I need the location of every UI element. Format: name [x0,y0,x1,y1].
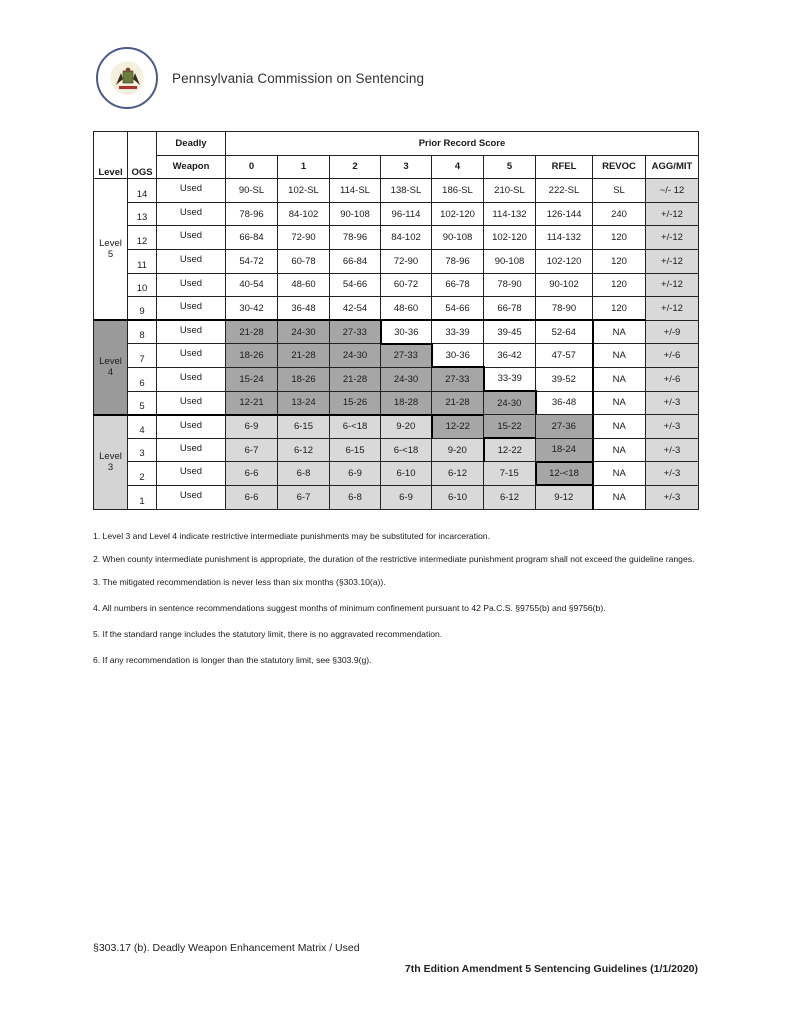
ogs-cell: 1 [128,485,157,509]
agg-mit-cell: +/-3 [646,391,699,415]
rfel-cell: 90-102 [536,273,593,297]
range-cell: 78-96 [330,226,381,250]
weapon-cell: Used [157,297,226,321]
level-3-label: Level 3 [94,415,128,509]
org-title: Pennsylvania Commission on Sentencing [172,70,425,86]
range-cell: 24-30 [484,391,536,415]
col-header-prs-1: 1 [278,155,330,179]
rfel-cell: 36-48 [536,391,593,415]
ogs-cell: 8 [128,320,157,344]
range-cell: 24-30 [278,320,330,344]
weapon-cell: Used [157,202,226,226]
range-cell: 21-28 [226,320,278,344]
weapon-cell: Used [157,415,226,439]
table-row [94,462,699,486]
range-cell: 30-36 [432,344,484,368]
level-5-label: Level 5 [94,179,128,321]
range-cell: 54-72 [226,249,278,273]
note-6: 6. If any recommendation is longer than the statutory limit, see §303.9(g). [93,655,372,665]
range-cell: 102-SL [278,179,330,203]
range-cell: 102-120 [432,202,484,226]
range-cell: 33-39 [484,367,536,391]
range-cell: 6-<18 [381,438,432,462]
range-cell: 9-20 [432,438,484,462]
range-cell: 6-7 [278,485,330,509]
col-header-level: Level [94,132,128,179]
col-header-rfel: RFEL [536,155,593,179]
range-cell: 15-26 [330,391,381,415]
revoc-cell: 240 [593,202,646,226]
ogs-cell: 6 [128,367,157,391]
agg-mit-cell: +/-3 [646,438,699,462]
ogs-cell: 12 [128,226,157,250]
revoc-cell: NA [593,344,646,368]
revoc-cell: 120 [593,226,646,250]
range-cell: 30-36 [381,320,432,344]
range-cell: 18-26 [226,344,278,368]
range-cell: 6-12 [484,485,536,509]
range-cell: 36-42 [484,344,536,368]
deadly-weapon-matrix [93,131,699,510]
range-cell: 27-33 [330,320,381,344]
agg-mit-cell: +/-12 [646,273,699,297]
range-cell: 40-54 [226,273,278,297]
rfel-cell: 47-57 [536,344,593,368]
rfel-cell: 9-12 [536,485,593,509]
rfel-cell: 12-<18 [536,462,593,486]
range-cell: 36-48 [278,297,330,321]
ogs-cell: 11 [128,249,157,273]
revoc-cell: NA [593,462,646,486]
agg-mit-cell: +/-6 [646,367,699,391]
range-cell: 6-15 [330,438,381,462]
rfel-cell: 27-36 [536,415,593,439]
range-cell: 102-120 [484,226,536,250]
col-header-weapon-line2: Weapon [157,155,226,179]
range-cell: 138-SL [381,179,432,203]
range-cell: 60-78 [278,249,330,273]
range-cell: 42-54 [330,297,381,321]
range-cell: 6-10 [381,462,432,486]
table-row [94,202,699,226]
range-cell: 6-12 [278,438,330,462]
ogs-cell: 9 [128,297,157,321]
range-cell: 90-SL [226,179,278,203]
range-cell: 33-39 [432,320,484,344]
section-title: §303.17 (b). Deadly Weapon Enhancement Matrix / Used [93,942,360,954]
weapon-cell: Used [157,485,226,509]
range-cell: 114-132 [484,202,536,226]
agg-mit-cell: +/-12 [646,249,699,273]
range-cell: 66-78 [432,273,484,297]
table-row [94,438,699,462]
range-cell: 66-84 [330,249,381,273]
revoc-cell: NA [593,367,646,391]
revoc-cell: 120 [593,273,646,297]
ogs-cell: 5 [128,391,157,415]
col-header-prs-0: 0 [226,155,278,179]
matrix-body [94,179,699,509]
range-cell: 90-108 [330,202,381,226]
range-cell: 6-9 [226,415,278,439]
range-cell: 6-6 [226,485,278,509]
rfel-cell: 126-144 [536,202,593,226]
range-cell: 48-60 [381,297,432,321]
weapon-cell: Used [157,344,226,368]
range-cell: 15-22 [484,415,536,439]
range-cell: 186-SL [432,179,484,203]
ogs-cell: 4 [128,415,157,439]
range-cell: 66-78 [484,297,536,321]
range-cell: 6-8 [330,485,381,509]
revoc-cell: NA [593,415,646,439]
weapon-cell: Used [157,226,226,250]
ogs-cell: 2 [128,462,157,486]
range-cell: 12-21 [226,391,278,415]
range-cell: 6-7 [226,438,278,462]
revoc-cell: NA [593,438,646,462]
rfel-cell: 102-120 [536,249,593,273]
col-header-prs-2: 2 [330,155,381,179]
rfel-cell: 52-64 [536,320,593,344]
range-cell: 7-15 [484,462,536,486]
range-cell: 18-26 [278,367,330,391]
range-cell: 24-30 [330,344,381,368]
revoc-cell: NA [593,320,646,344]
table-row [94,344,699,368]
range-cell: 39-45 [484,320,536,344]
note-3: 3. The mitigated recommendation is never less than six months (§303.10(a)). [93,577,386,587]
range-cell: 48-60 [278,273,330,297]
agg-mit-cell: +/-3 [646,415,699,439]
revoc-cell: NA [593,391,646,415]
table-row [94,273,699,297]
range-cell: 13-24 [278,391,330,415]
agg-mit-cell: ~/- 12 [646,179,699,203]
range-cell: 96-114 [381,202,432,226]
note-1: 1. Level 3 and Level 4 indicate restrictive intermediate punishments may be substituted for incarceration. [93,531,490,541]
ogs-cell: 10 [128,273,157,297]
rfel-cell: 18-24 [536,438,593,462]
table-row [94,249,699,273]
commission-seal-icon [96,47,158,109]
table-row [94,226,699,250]
notes-section [93,530,703,677]
edition-label: 7th Edition Amendment 5 Sentencing Guidelines (1/1/2020) [404,963,698,975]
col-header-ogs: OGS [128,132,157,179]
col-header-prs-5: 5 [484,155,536,179]
agg-mit-cell: +/-12 [646,226,699,250]
agg-mit-cell: +/-12 [646,202,699,226]
page-header [96,46,424,110]
agg-mit-cell: +/-12 [646,297,699,321]
range-cell: 21-28 [432,391,484,415]
range-cell: 6-15 [278,415,330,439]
range-cell: 9-20 [381,415,432,439]
ogs-cell: 7 [128,344,157,368]
range-cell: 24-30 [381,367,432,391]
table-row [94,179,699,203]
range-cell: 90-108 [432,226,484,250]
revoc-cell: SL [593,179,646,203]
rfel-cell: 222-SL [536,179,593,203]
weapon-cell: Used [157,438,226,462]
range-cell: 90-108 [484,249,536,273]
range-cell: 18-28 [381,391,432,415]
level-4-label: Level 4 [94,320,128,414]
range-cell: 6-12 [432,462,484,486]
weapon-cell: Used [157,367,226,391]
weapon-cell: Used [157,249,226,273]
range-cell: 84-102 [381,226,432,250]
range-cell: 210-SL [484,179,536,203]
revoc-cell: 120 [593,249,646,273]
rfel-cell: 39-52 [536,367,593,391]
ogs-cell: 14 [128,179,157,203]
agg-mit-cell: +/-3 [646,485,699,509]
range-cell: 6-10 [432,485,484,509]
range-cell: 15-24 [226,367,278,391]
col-header-prs-4: 4 [432,155,484,179]
range-cell: 78-96 [226,202,278,226]
range-cell: 84-102 [278,202,330,226]
col-header-weapon-line1: Deadly [157,132,226,156]
weapon-cell: Used [157,273,226,297]
ogs-cell: 3 [128,438,157,462]
note-5: 5. If the standard range includes the statutory limit, there is no aggravated recommendation. [93,629,443,639]
table-row [94,297,699,321]
range-cell: 27-33 [381,344,432,368]
agg-mit-cell: +/-6 [646,344,699,368]
range-cell: 6-9 [381,485,432,509]
table-row [94,415,699,439]
table-row [94,320,699,344]
weapon-cell: Used [157,462,226,486]
range-cell: 6-8 [278,462,330,486]
rfel-cell: 78-90 [536,297,593,321]
revoc-cell: 120 [593,297,646,321]
table-row [94,367,699,391]
col-header-prior-record-score: Prior Record Score [226,132,699,156]
range-cell: 30-42 [226,297,278,321]
weapon-cell: Used [157,179,226,203]
range-cell: 114-SL [330,179,381,203]
range-cell: 12-22 [432,415,484,439]
range-cell: 78-90 [484,273,536,297]
col-header-revoc: REVOC [593,155,646,179]
weapon-cell: Used [157,391,226,415]
range-cell: 54-66 [432,297,484,321]
weapon-cell: Used [157,320,226,344]
range-cell: 72-90 [381,249,432,273]
range-cell: 12-22 [484,438,536,462]
coat-of-arms-icon [114,67,142,91]
revoc-cell: NA [593,485,646,509]
range-cell: 21-28 [330,367,381,391]
range-cell: 72-90 [278,226,330,250]
table-row [94,391,699,415]
col-header-prs-3: 3 [381,155,432,179]
rfel-cell: 114-132 [536,226,593,250]
note-2: 2. When county intermediate punishment is appropriate, the duration of the restrictive intermediate punishment program shall not exceed the guideline ranges. [93,554,695,564]
agg-mit-cell: +/-9 [646,320,699,344]
range-cell: 60-72 [381,273,432,297]
range-cell: 6-<18 [330,415,381,439]
note-4: 4. All numbers in sentence recommendations suggest months of minimum confinement pursuant to 42 Pa.C.S. §9755(b) and §9756(b). [93,603,606,613]
agg-mit-cell: +/-3 [646,462,699,486]
range-cell: 54-66 [330,273,381,297]
range-cell: 66-84 [226,226,278,250]
table-row [94,485,699,509]
range-cell: 21-28 [278,344,330,368]
col-header-agg-mit: AGG/MIT [646,155,699,179]
range-cell: 27-33 [432,367,484,391]
range-cell: 6-6 [226,462,278,486]
range-cell: 78-96 [432,249,484,273]
ogs-cell: 13 [128,202,157,226]
range-cell: 6-9 [330,462,381,486]
